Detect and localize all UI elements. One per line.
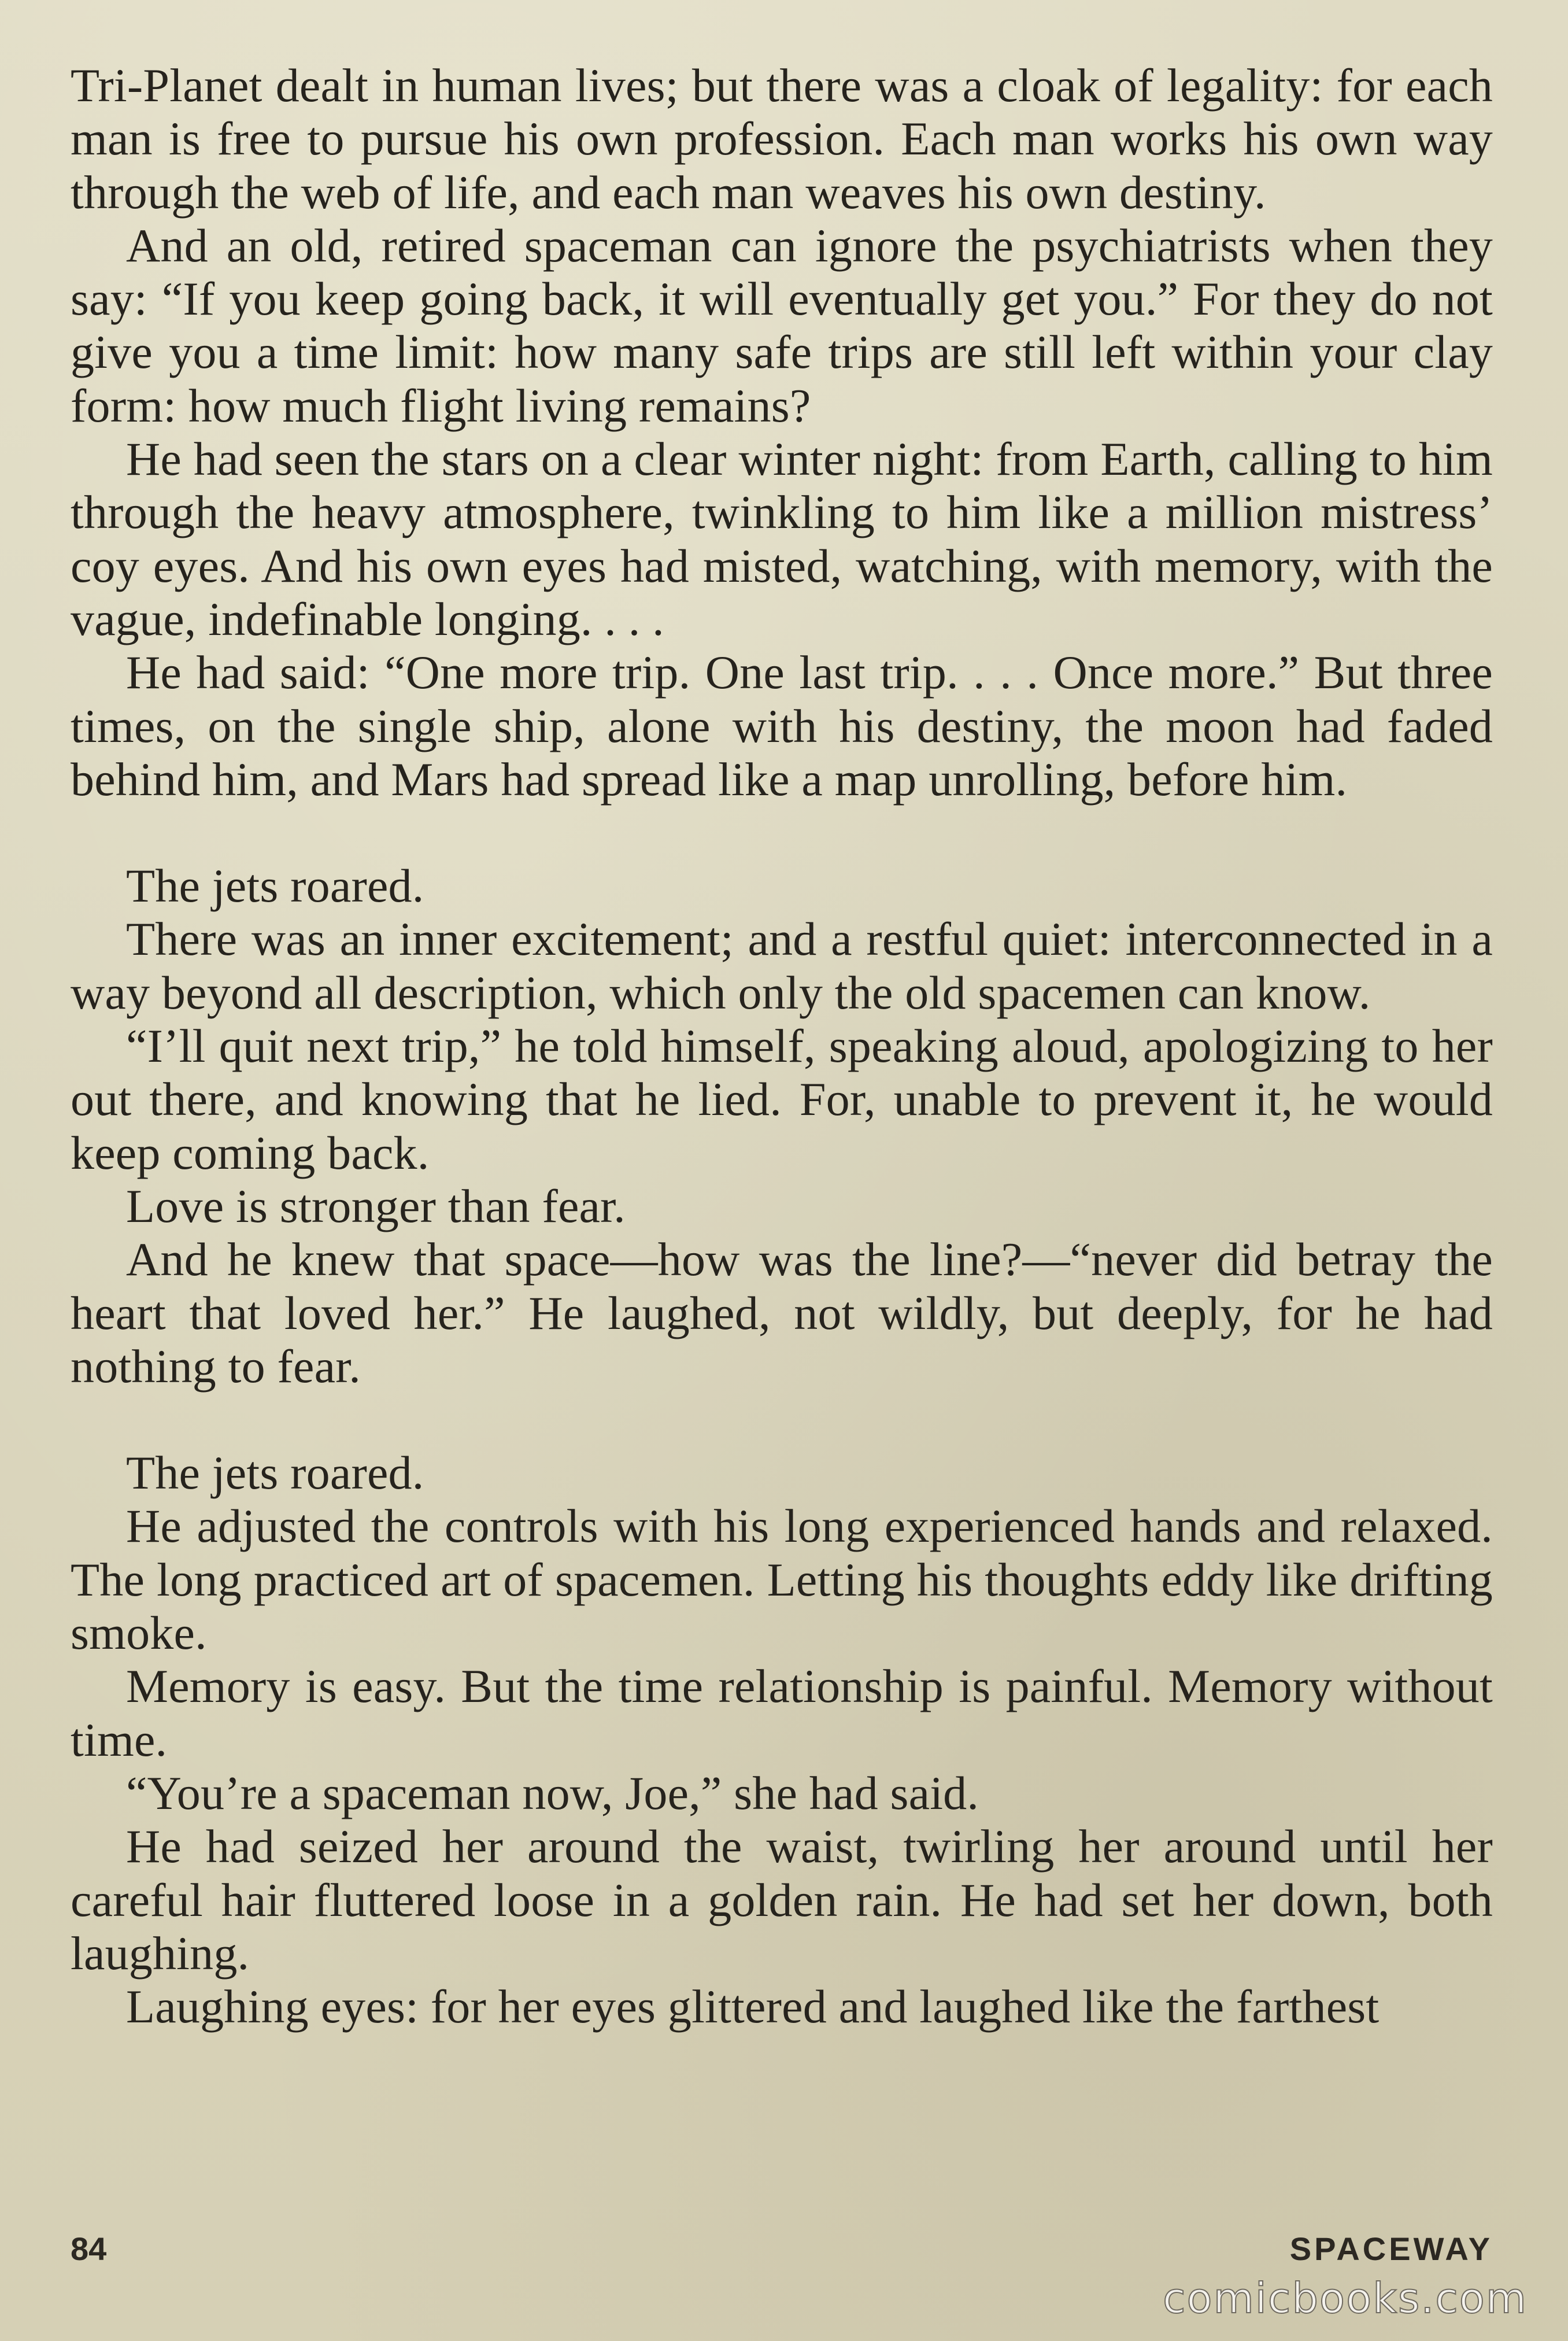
paragraph: Tri-Planet dealt in human lives; but there was a cloak of legality: for each man is free to pursue his own profession. Each man works his own way through the web of life, and each man weaves his own destiny. bbox=[71, 59, 1493, 219]
paragraph: And he knew that space—how was the line?—“never did betray the heart that loved her.” He laughed, not wildly, but deeply, for he had nothing to fear. bbox=[71, 1233, 1493, 1393]
page-footer bbox=[71, 2225, 1493, 2272]
paragraph: He had seen the stars on a clear winter night: from Earth, calling to him through the heavy atmosphere, twinkling to him like a million mistress’ coy eyes. And his own eyes had misted, watching, with memory, with the vague, indefinable longing. . . . bbox=[71, 433, 1493, 645]
paragraph: The jets roared. bbox=[126, 1446, 424, 1500]
paragraph: “You’re a spaceman now, Joe,” she had said. bbox=[126, 1766, 979, 1819]
paragraph: He adjusted the controls with his long experienced hands and relaxed. The long practiced art of spacemen. Letting his thoughts eddy like drifting smoke. bbox=[71, 1500, 1493, 1660]
paragraph: He had said: “One more trip. One last trip. . . . Once more.” But three times, on the single ship, alone with his destiny, the moon had faded behind him, and Mars had spread like a map unrolling, before him. bbox=[71, 646, 1493, 806]
paragraph: He had seized her around the waist, twirling her around until her careful hair fluttered loose in a golden rain. He had set her down, both laughing. bbox=[71, 1820, 1493, 1980]
paragraph: And an old, retired spaceman can ignore the psychiatrists when they say: “If you keep going back, it will eventually get you.” For they do not give you a time limit: how many safe trips are still left within your clay form: how much flight living remains? bbox=[71, 219, 1493, 432]
paragraph: Love is stronger than fear. bbox=[126, 1179, 626, 1232]
magazine-title: SPACEWAY bbox=[1289, 2230, 1493, 2267]
paragraph: The jets roared. bbox=[126, 859, 424, 913]
paragraph: There was an inner excitement; and a restful quiet: interconnected in a way beyond all description, which only the old spacemen can know. bbox=[71, 913, 1493, 1019]
story-text bbox=[71, 59, 1493, 2033]
section-break bbox=[71, 1393, 1493, 1446]
site-watermark: comicbooks.com bbox=[1162, 2274, 1528, 2322]
paragraph: Laughing eyes: for her eyes glittered and laughed like the farthest bbox=[126, 1980, 1380, 2033]
page-number: 84 bbox=[71, 2230, 107, 2267]
paragraph: “I’ll quit next trip,” he told himself, speaking aloud, apologizing to her out there, and knowing that he lied. For, unable to prevent it, he would keep coming back. bbox=[71, 1020, 1493, 1179]
paragraph: Memory is easy. But the time relationship is painful. Memory without time. bbox=[71, 1660, 1493, 1766]
section-break bbox=[71, 806, 1493, 859]
